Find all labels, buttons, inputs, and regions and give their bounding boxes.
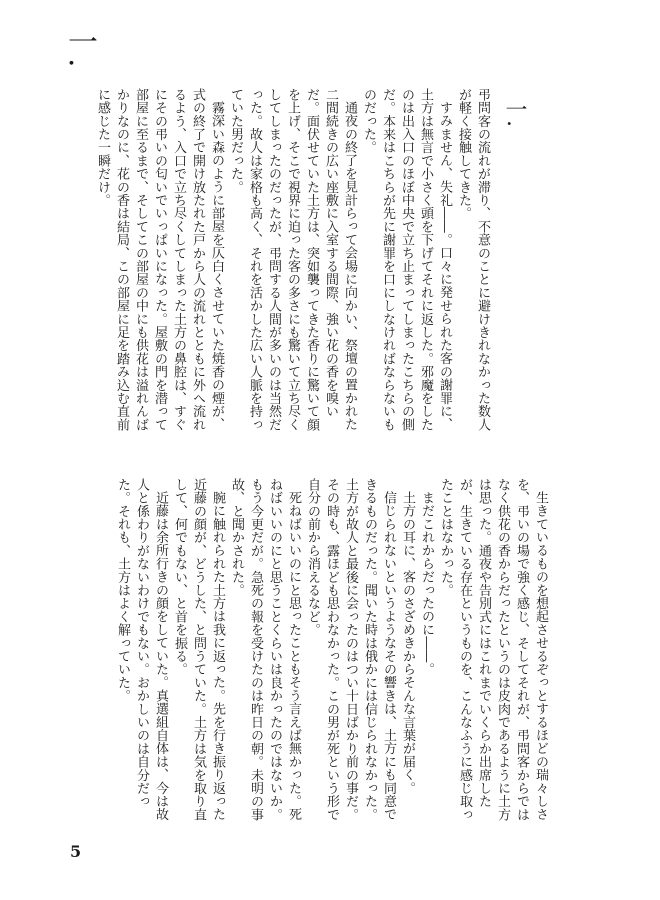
paragraph: まだこれからだったのに――。	[419, 491, 434, 676]
section-heading: 一.	[502, 98, 527, 127]
paragraph: 通夜の終了を見計らって会場に向かい、祭壇の置かれた二間続きの広い座敷に入室する間際、強い花の香を嗅いだ。面伏せていた土方は、突如襲ってきた香りに驚いて顔を上げ、そこで視界に迫った客の多さにも驚いて立ち尽くしてしまったのだったが、弔問する人間が多いのは当然だった。故人は家格も高く、それを活かした広い人脈を持っていた男だった。	[228, 88, 357, 432]
paragraph: 土方の耳に、客のさざめきからそんな言葉が届く。	[400, 491, 415, 795]
paragraph: 弔問客の流れが滞り、不意のことに避けきれなかった数人が軽く接触してきた。	[456, 88, 490, 432]
page-number: 5	[70, 842, 82, 861]
paragraph: 霧深い森のように部屋を仄白くさせていた焼香の煙が、式の終了で開け放たれた戸から人の流れとともに外へ流れるよう、入口で立ち尽くしてしまった土方の鼻腔は、すぐにその弔いの匂いでいっぱいになった。屋敷の門を潜って部屋に至るまで、そしてこの部屋の中にも供花は溢れんばかりなのに、花の香は結局、この部屋に足を踏み込む直前に感じた一瞬だけ。	[95, 88, 224, 432]
paragraph: 生きているものを想起させるぞっとするほどの瑞々しさを、弔いの場で強く感じ、そしてそれが、弔問客からではなく供花の香からだったというのは皮肉であるように土方は思った。通夜や告別式にはこれまでいくらか出席したが、生きている存在というものを、こんなふうに感じ取ったことはなかった。	[438, 478, 548, 822]
chapter-mark: 一.	[62, 26, 97, 70]
paragraph: 近藤は余所行きの顔をしていた。真選組自体は、今は故人と係わりがないわけでもない。おかしいのは自分だった。それも、土方はよく解っていた。	[115, 478, 168, 821]
paragraph: 信じられないというようなその響きは、土方にも同意できるものだった。聞いた時は俄かには信じられなかった。土方が故人と最後に会ったのはつい十日ばかり前の事だ。その時も、露ほども思わなかった。この男が死という形で自分の前から消えるなど。	[305, 478, 396, 822]
upper-text-block	[82, 88, 492, 433]
paragraph: 腕に触れられた土方は我に返った。先を行き振り返った近藤の顔が、どうした、と問うていた。土方は気を取り直して、何でもない、と首を振る。	[172, 478, 225, 822]
lower-text-block	[80, 478, 550, 823]
paragraph: すみません、失礼――。口々に発せられた客の謝罪に、土方は無言で小さく頭を下げてそれに返した。邪魔をしたのは出入口のほぼ中央で立ち止まってしまったこちらの側だ。本来はこちらが先に謝罪を口にしなければならないものだった。	[361, 88, 452, 432]
paragraph: 死ねばいいのにと思ったこともそう言えば無かった。死ねばいいのにと思うことくらいは良かったのではないか。もう今更だが。急死の報を受けたのは昨日の朝。未明の事故、と聞かされた。	[229, 478, 301, 822]
